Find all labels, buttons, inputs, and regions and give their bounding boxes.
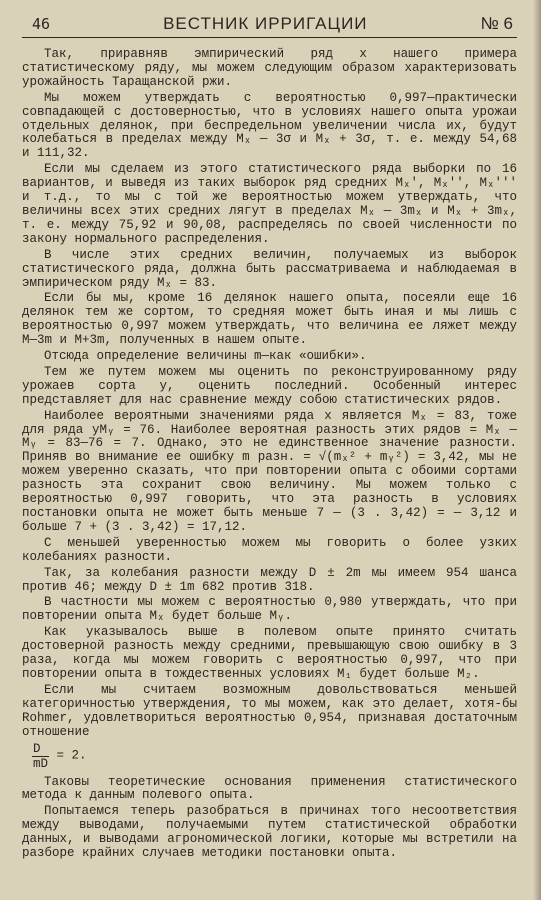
formula-value: = 2. (56, 748, 87, 763)
paragraph: Если мы считаем возможным довольствоваться меньшей категоричностью утверждения, то мы можем, как это делает, хотя-бы Rohmer, удовлетвориться вероятностью 0,954, признавая достаточным отношение (22, 682, 517, 739)
journal-title: ВЕСТНИК ИРРИГАЦИИ (163, 14, 368, 33)
paragraph: Если мы сделаем из этого статистического ряда выборки по 16 вариантов, и выведя из таких выборок ряд средних Mₓ', Mₓ'', Mₓ''' и т.д., то мы с той же вероятностью можем утверждать, что величины всех этих средних лягут в пределах Mₓ — 3mₓ и Mₓ + 3mₓ, т. е. между 75,92 и 90,08, распределясь по своей численности по закону нормального распределения. (22, 162, 517, 246)
formula-numerator: D (32, 742, 49, 757)
paragraph: Тем же путем можем мы оценить по реконструированному ряду урожаев сорта у, оценить последний. Особенный интерес представляет для нас сравнение между собою статистических рядов. (22, 364, 517, 407)
article-body (22, 48, 517, 861)
issue-number: № 6 (480, 14, 513, 33)
running-header (22, 14, 517, 38)
paragraph: Попытаемся теперь разобраться в причинах того несоответствия между выводами, получаемыми путем статистической обработки данных, и выводами агрономической логики, которые мы встретили на разборе крайних случаев методики постановки опыта. (22, 804, 517, 861)
paragraph: Таковы теоретические основания применения статистического метода к данным полевого опыта. (22, 774, 517, 803)
ratio-formula (32, 742, 517, 771)
page-edge-shadow (533, 0, 541, 900)
formula-fraction (32, 742, 49, 771)
paragraph: Так, за колебания разности между D ± 2m мы имеем 954 шанса против 46; между D ± 1m 682 против 318. (22, 565, 517, 594)
paragraph: С меньшей уверенностью можем мы говорить о более узких колебаниях разности. (22, 535, 517, 564)
page-number: 46 (32, 15, 51, 33)
paragraph: Так, приравняв эмпирический ряд х нашего примера статистическому ряду, мы можем следующим образом характеризовать урожайность Таращанской ржи. (22, 47, 517, 89)
paragraph: В числе этих средних величин, получаемых из выборок статистического ряда, должна быть рассматриваема и наблюдаемая в эмпирическом ряду Mₓ = 83. (22, 247, 517, 290)
formula-denominator: mD (33, 756, 49, 771)
paragraph: Если бы мы, кроме 16 делянок нашего опыта, посеяли еще 16 делянок тем же сортом, то средняя может быть иная и мы лишь с вероятностью 0,997 можем утверждать, что величина ее ляжет между M—3m и M+3m, полученных в нашем опыте. (22, 291, 517, 348)
paragraph: Как указывалось выше в полевом опыте принято считать достоверной разность между средними, превышающую свою ошибку в 3 раза, когда мы можем говорить с вероятностью 0,997, что при повторении опыта в тождественных условиях M₁ будет больше M₂. (22, 625, 517, 681)
paragraph: Наиболее вероятными значениями ряда х является Mₓ = 83, тоже для ряда уMᵧ = 76. Наиболее вероятная разность этих рядов = Mₓ — Mᵧ = 83—76 = 7. Однако, это не единственное значение разности. Приняв во внимание ее ошибку m разн. = √(mₓ² + mᵧ²) = 3,42, мы не можем уверенно сказать, что при повторении опыта с обоими сортами разность эта сохранит свою величину. Мы можем только с вероятностью 0,997 говорить, что эта разность в условиях постановки опыта не может быть меньше 7 — (3 . 3,42) = — 3,12 и больше 7 + (3 . 3,42) = 17,12. (22, 408, 517, 534)
paragraph: В частности мы можем с вероятностью 0,980 утверждать, что при повторении опыта Mₓ будет больше Mᵧ. (22, 595, 517, 624)
paragraph: Мы можем утверждать с вероятностью 0,997—практически совпадающей с достоверностью, что в условиях нашего опыта урожаи отдельных делянок, при беспредельном увеличении числа их, будут колебаться в пределах между Mₓ — 3σ и Mₓ + 3σ, т. е. между 54,68 и 111,32. (22, 90, 517, 161)
paragraph: Отсюда определение величины m—как «ошибки». (44, 349, 367, 364)
